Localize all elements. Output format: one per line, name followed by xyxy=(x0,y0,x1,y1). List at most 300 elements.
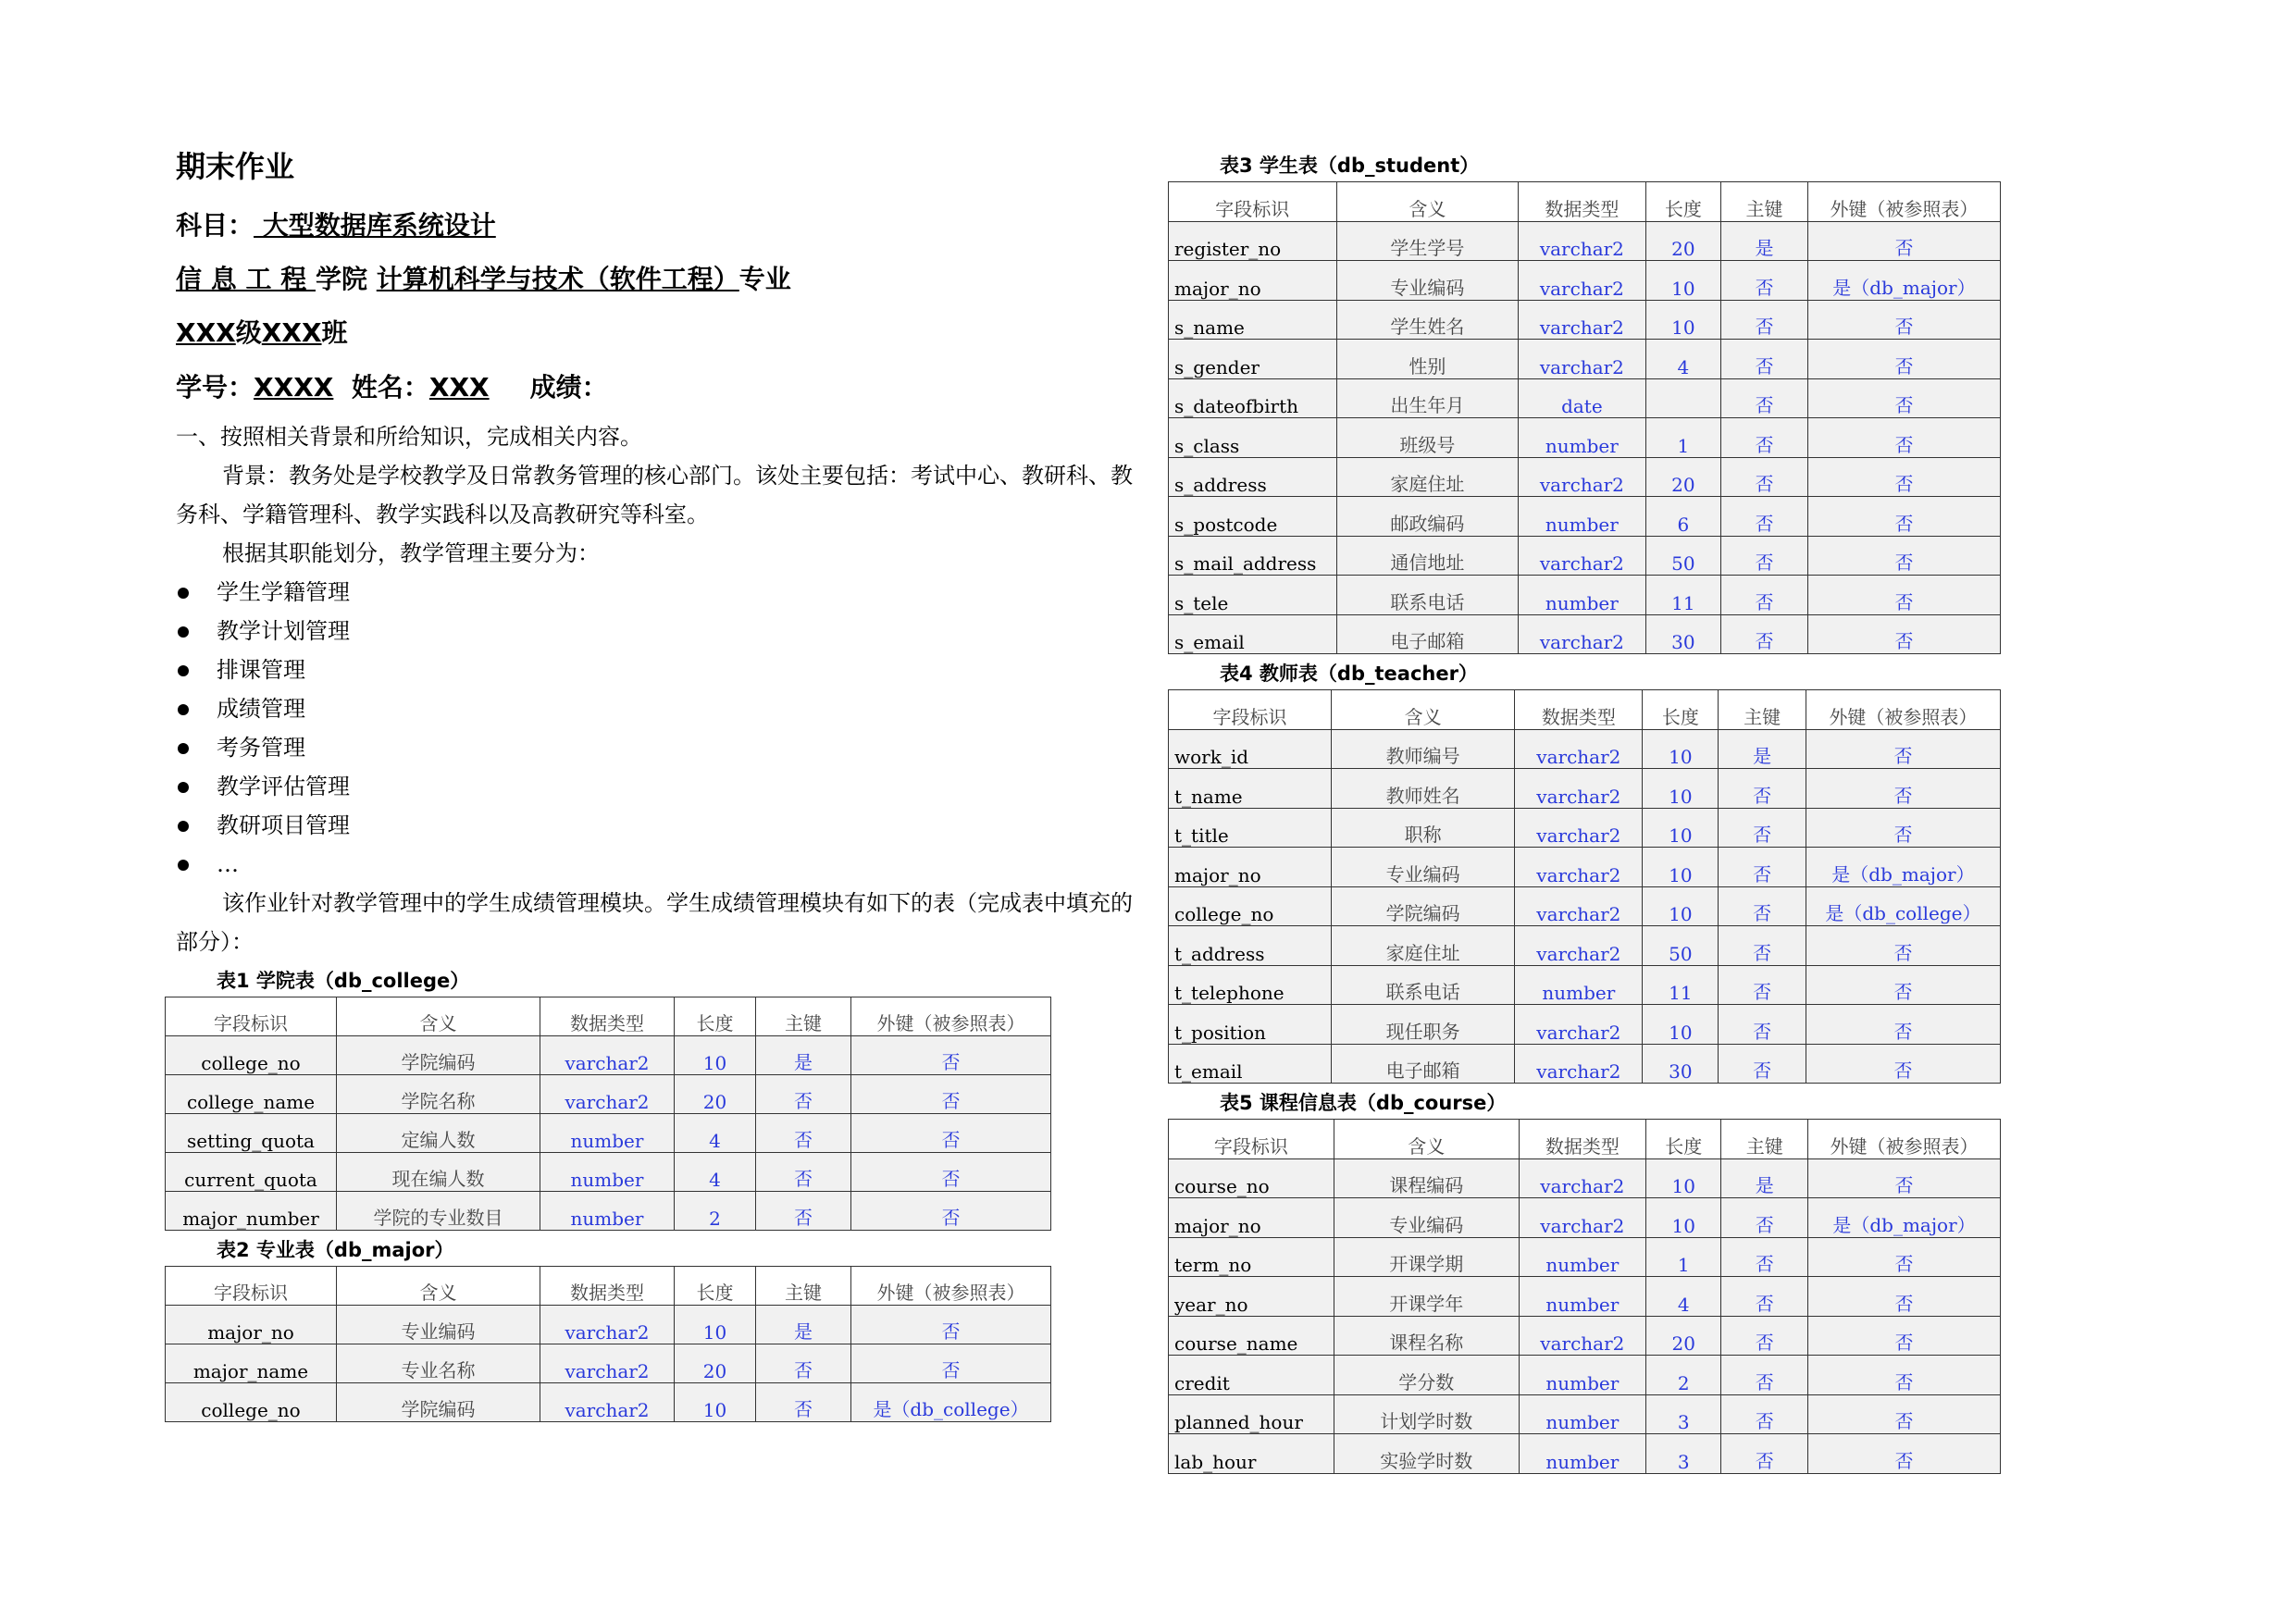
cell-meaning: 联系电话 xyxy=(1331,965,1514,1005)
cell-primary-key: 否 xyxy=(1721,261,1808,301)
cell-meaning: 实验学时数 xyxy=(1334,1434,1519,1474)
teacher-table xyxy=(1168,689,2001,1084)
function-list-label: … xyxy=(217,851,239,878)
cell-field-id: college_name xyxy=(166,1075,337,1114)
cell-length: 20 xyxy=(1645,457,1721,497)
cell-length: 20 xyxy=(1646,1316,1721,1356)
table-row xyxy=(1169,886,2001,926)
division-paragraph: 根据其职能划分，教学管理主要分为： xyxy=(222,540,600,567)
cell-data-type: varchar2 xyxy=(1519,221,1645,261)
cell-primary-key: 否 xyxy=(756,1153,851,1192)
column-header-foreign-key: 外键（被参照表） xyxy=(1806,690,2000,730)
cell-data-type: varchar2 xyxy=(1519,1158,1645,1198)
table-caption: 表1 学院表（db_college） xyxy=(217,970,470,993)
cell-primary-key: 否 xyxy=(1719,848,1806,887)
cell-length: 6 xyxy=(1645,497,1721,537)
cell-foreign-key: 是（db_major） xyxy=(1806,848,2000,887)
cell-foreign-key: 否 xyxy=(851,1036,1051,1075)
cell-primary-key: 否 xyxy=(756,1075,851,1114)
cell-data-type: varchar2 xyxy=(1519,536,1645,576)
cell-length: 10 xyxy=(1646,1158,1721,1198)
cell-field-id: s_dateofbirth xyxy=(1169,378,1337,418)
table-row xyxy=(1169,1044,2001,1084)
cell-length: 11 xyxy=(1643,965,1719,1005)
cell-length: 10 xyxy=(1643,808,1719,848)
table-row xyxy=(1169,1394,2001,1434)
cell-data-type: number xyxy=(1519,1277,1645,1317)
cell-primary-key: 否 xyxy=(1721,340,1808,379)
cell-field-id: year_no xyxy=(1169,1277,1334,1317)
cell-foreign-key: 否 xyxy=(1806,1005,2000,1045)
function-list-label: 教学计划管理 xyxy=(217,618,350,645)
course-table xyxy=(1168,1119,2001,1474)
cell-length: 50 xyxy=(1645,536,1721,576)
cell-data-type: varchar2 xyxy=(1515,769,1643,809)
bullet-icon xyxy=(178,665,189,676)
cell-length: 1 xyxy=(1646,1237,1721,1277)
cell-field-id: t_position xyxy=(1169,1005,1332,1045)
column-header-data-type: 数据类型 xyxy=(540,1267,675,1306)
function-list-label: 学生学籍管理 xyxy=(217,579,350,606)
major-table xyxy=(165,1266,1051,1422)
cell-data-type: varchar2 xyxy=(1519,300,1645,340)
cell-field-id: work_id xyxy=(1169,729,1332,769)
column-header-primary-key: 主键 xyxy=(756,1267,851,1306)
cell-meaning: 学院编码 xyxy=(1331,886,1514,926)
cell-field-id: t_address xyxy=(1169,926,1332,966)
cell-foreign-key: 否 xyxy=(1807,614,2000,654)
cell-foreign-key: 否 xyxy=(1808,1277,2001,1317)
cell-data-type: number xyxy=(1519,1356,1645,1395)
table-row xyxy=(1169,848,2001,887)
cell-field-id: course_name xyxy=(1169,1316,1334,1356)
cell-data-type: varchar2 xyxy=(540,1344,675,1383)
cell-primary-key: 否 xyxy=(1719,926,1806,966)
column-header-length: 长度 xyxy=(675,1267,756,1306)
cell-field-id: college_no xyxy=(166,1036,337,1075)
table-row xyxy=(1169,729,2001,769)
cell-data-type: varchar2 xyxy=(540,1383,675,1422)
table-row xyxy=(1169,457,2001,497)
cell-length: 3 xyxy=(1646,1434,1721,1474)
cell-foreign-key: 是（db_major） xyxy=(1808,1198,2001,1238)
cell-primary-key: 否 xyxy=(1721,1277,1808,1317)
cell-data-type: varchar2 xyxy=(1519,340,1645,379)
function-list-item xyxy=(176,728,1148,767)
table-row xyxy=(1169,769,2001,809)
cell-data-type: number xyxy=(1519,576,1645,615)
cell-data-type: varchar2 xyxy=(1519,457,1645,497)
question-one: 一、按照相关背景和所给知识，完成相关内容。 xyxy=(176,424,642,451)
cell-meaning: 学院编码 xyxy=(337,1036,540,1075)
cell-meaning: 班级号 xyxy=(1336,418,1519,458)
bullet-icon xyxy=(178,704,189,715)
cell-foreign-key: 是（db_college） xyxy=(851,1383,1051,1422)
cell-primary-key: 否 xyxy=(1721,1316,1808,1356)
cell-field-id: major_name xyxy=(166,1344,337,1383)
cell-field-id: major_no xyxy=(166,1306,337,1344)
major-label: 专业 xyxy=(738,263,791,294)
table-row xyxy=(1169,926,2001,966)
column-header-length: 长度 xyxy=(1645,182,1721,222)
table-row xyxy=(1169,1158,2001,1198)
grade-value: XXX xyxy=(176,317,236,349)
cell-meaning: 邮政编码 xyxy=(1336,497,1519,537)
cell-foreign-key: 否 xyxy=(1808,1158,2001,1198)
cell-data-type: number xyxy=(1515,965,1643,1005)
cell-primary-key: 否 xyxy=(756,1344,851,1383)
cell-meaning: 性别 xyxy=(1336,340,1519,379)
cell-meaning: 计划学时数 xyxy=(1334,1394,1519,1434)
cell-field-id: major_no xyxy=(1169,261,1337,301)
cell-foreign-key: 否 xyxy=(1807,457,2000,497)
cell-field-id: s_postcode xyxy=(1169,497,1337,537)
major-value: 计算机科学与技术（软件工程） xyxy=(376,263,739,294)
column-header-foreign-key: 外键（被参照表） xyxy=(851,997,1051,1036)
cell-field-id: s_class xyxy=(1169,418,1337,458)
column-header-foreign-key: 外键（被参照表） xyxy=(851,1267,1051,1306)
cell-primary-key: 否 xyxy=(1719,1044,1806,1084)
subject-label: 科目： xyxy=(176,209,254,241)
cell-meaning: 电子邮箱 xyxy=(1336,614,1519,654)
table-row xyxy=(166,1344,1051,1383)
cell-primary-key: 否 xyxy=(1721,576,1808,615)
cell-foreign-key: 否 xyxy=(851,1153,1051,1192)
column-header-meaning: 含义 xyxy=(337,1267,540,1306)
cell-length: 3 xyxy=(1646,1394,1721,1434)
class-value: XXX xyxy=(261,317,322,349)
cell-foreign-key: 否 xyxy=(1807,536,2000,576)
cell-data-type: varchar2 xyxy=(1515,1044,1643,1084)
table-row xyxy=(1169,1434,2001,1474)
cell-meaning: 通信地址 xyxy=(1336,536,1519,576)
table-header-row xyxy=(166,997,1051,1036)
cell-field-id: t_title xyxy=(1169,808,1332,848)
table-row xyxy=(1169,576,2001,615)
cell-primary-key: 否 xyxy=(756,1383,851,1422)
table-row xyxy=(1169,1005,2001,1045)
cell-field-id: s_name xyxy=(1169,300,1337,340)
cell-meaning: 职称 xyxy=(1331,808,1514,848)
cell-field-id: s_mail_address xyxy=(1169,536,1337,576)
cell-meaning: 开课学期 xyxy=(1334,1237,1519,1277)
assignment-paragraph: 该作业针对教学管理中的学生成绩管理模块。学生成绩管理模块有如下的表（完成表中填充的部分）： xyxy=(176,890,1133,956)
class-line xyxy=(176,316,1148,350)
left-column xyxy=(176,148,1148,1422)
cell-meaning: 现在编人数 xyxy=(337,1153,540,1192)
table-row xyxy=(1169,340,2001,379)
table-caption: 表5 课程信息表（db_course） xyxy=(1220,1092,1507,1114)
cell-field-id: college_no xyxy=(1169,886,1332,926)
cell-foreign-key: 否 xyxy=(1807,497,2000,537)
table-row xyxy=(1169,1198,2001,1238)
table-header-row xyxy=(166,1267,1051,1306)
cell-primary-key: 否 xyxy=(1721,418,1808,458)
cell-foreign-key: 否 xyxy=(1807,576,2000,615)
grade-label: 级 xyxy=(235,317,262,349)
page-title: 期末作业 xyxy=(176,149,295,184)
table-row xyxy=(1169,418,2001,458)
background-paragraph: 背景：教务处是学校教学及日常教务管理的核心部门。该处主要包括：考试中心、教研科、教务科、学籍管理科、教学实践科以及高教研究等科室。 xyxy=(176,463,1133,528)
cell-length: 20 xyxy=(1645,221,1721,261)
cell-meaning: 电子邮箱 xyxy=(1331,1044,1514,1084)
table-row xyxy=(1169,536,2001,576)
column-header-length: 长度 xyxy=(1646,1120,1721,1159)
cell-length: 4 xyxy=(1646,1277,1721,1317)
cell-length: 10 xyxy=(1643,886,1719,926)
cell-foreign-key: 否 xyxy=(851,1075,1051,1114)
cell-meaning: 专业编码 xyxy=(337,1306,540,1344)
table-header-row xyxy=(1169,1120,2001,1159)
cell-foreign-key: 是（db_major） xyxy=(1807,261,2000,301)
table-row xyxy=(1169,1356,2001,1395)
cell-foreign-key: 否 xyxy=(1807,378,2000,418)
cell-field-id: college_no xyxy=(166,1383,337,1422)
cell-meaning: 学生学号 xyxy=(1336,221,1519,261)
cell-length: 10 xyxy=(1645,261,1721,301)
cell-foreign-key: 是（db_college） xyxy=(1806,886,2000,926)
cell-foreign-key: 否 xyxy=(1808,1356,2001,1395)
cell-primary-key: 否 xyxy=(1721,1356,1808,1395)
cell-data-type: varchar2 xyxy=(1519,1198,1645,1238)
cell-foreign-key: 否 xyxy=(1806,1044,2000,1084)
cell-data-type: varchar2 xyxy=(1519,261,1645,301)
cell-field-id: s_tele xyxy=(1169,576,1337,615)
cell-field-id: register_no xyxy=(1169,221,1337,261)
cell-primary-key: 否 xyxy=(1721,457,1808,497)
table-row xyxy=(1169,1316,2001,1356)
column-header-foreign-key: 外键（被参照表） xyxy=(1807,182,2000,222)
cell-meaning: 出生年月 xyxy=(1336,378,1519,418)
cell-meaning: 现任职务 xyxy=(1331,1005,1514,1045)
cell-data-type: number xyxy=(540,1153,675,1192)
cell-data-type: varchar2 xyxy=(540,1036,675,1075)
bullet-icon xyxy=(178,821,189,832)
cell-data-type: varchar2 xyxy=(1519,1316,1645,1356)
cell-primary-key: 否 xyxy=(1721,1394,1808,1434)
function-list-item xyxy=(176,806,1148,845)
function-list-item xyxy=(176,573,1148,612)
cell-meaning: 学分数 xyxy=(1334,1356,1519,1395)
function-list-item xyxy=(176,767,1148,806)
cell-primary-key: 否 xyxy=(1719,886,1806,926)
cell-length: 30 xyxy=(1643,1044,1719,1084)
function-list-item xyxy=(176,612,1148,650)
cell-primary-key: 否 xyxy=(1721,536,1808,576)
cell-meaning: 专业编码 xyxy=(1331,848,1514,887)
cell-data-type: varchar2 xyxy=(1515,848,1643,887)
id-value: XXXX xyxy=(254,371,334,403)
table-row xyxy=(1169,221,2001,261)
cell-data-type: number xyxy=(1519,1434,1645,1474)
cell-primary-key: 否 xyxy=(1719,808,1806,848)
cell-meaning: 家庭住址 xyxy=(1331,926,1514,966)
cell-field-id: credit xyxy=(1169,1356,1334,1395)
cell-field-id: t_name xyxy=(1169,769,1332,809)
cell-primary-key: 是 xyxy=(1721,221,1808,261)
function-list-label: 教学评估管理 xyxy=(217,774,350,800)
cell-field-id: s_gender xyxy=(1169,340,1337,379)
cell-length: 10 xyxy=(675,1036,756,1075)
table-row xyxy=(166,1153,1051,1192)
function-list-item xyxy=(176,650,1148,689)
function-list xyxy=(176,573,1148,884)
cell-foreign-key: 否 xyxy=(1808,1237,2001,1277)
college-label: 学院 xyxy=(316,263,377,294)
table-row xyxy=(166,1036,1051,1075)
cell-primary-key: 否 xyxy=(1719,965,1806,1005)
cell-field-id: s_address xyxy=(1169,457,1337,497)
cell-meaning: 学院编码 xyxy=(337,1383,540,1422)
table-row xyxy=(166,1114,1051,1153)
cell-meaning: 专业编码 xyxy=(1336,261,1519,301)
table-row xyxy=(1169,261,2001,301)
cell-meaning: 教师编号 xyxy=(1331,729,1514,769)
bullet-icon xyxy=(178,743,189,754)
student-info-line xyxy=(176,371,1148,404)
table-row xyxy=(166,1192,1051,1231)
cell-primary-key: 是 xyxy=(1721,1158,1808,1198)
table-header-row xyxy=(1169,690,2001,730)
name-value: XXX xyxy=(428,371,490,403)
cell-meaning: 家庭住址 xyxy=(1336,457,1519,497)
cell-data-type: number xyxy=(540,1114,675,1153)
cell-field-id: planned_hour xyxy=(1169,1394,1334,1434)
table-caption: 表2 专业表（db_major） xyxy=(217,1239,454,1262)
cell-field-id: major_number xyxy=(166,1192,337,1231)
cell-data-type: date xyxy=(1519,378,1645,418)
column-header-field-id: 字段标识 xyxy=(1169,182,1337,222)
table-row xyxy=(1169,1237,2001,1277)
cell-data-type: varchar2 xyxy=(1515,729,1643,769)
cell-meaning: 学院的专业数目 xyxy=(337,1192,540,1231)
cell-field-id: setting_quota xyxy=(166,1114,337,1153)
cell-data-type: varchar2 xyxy=(1515,808,1643,848)
column-header-data-type: 数据类型 xyxy=(1519,182,1645,222)
cell-data-type: number xyxy=(540,1192,675,1231)
cell-data-type: number xyxy=(1519,1237,1645,1277)
column-header-meaning: 含义 xyxy=(1336,182,1519,222)
bullet-icon xyxy=(178,588,189,599)
cell-data-type: number xyxy=(1519,1394,1645,1434)
function-list-label: 排课管理 xyxy=(217,657,305,684)
table-row xyxy=(1169,965,2001,1005)
cell-primary-key: 否 xyxy=(1719,769,1806,809)
cell-primary-key: 否 xyxy=(1721,1198,1808,1238)
cell-field-id: s_email xyxy=(1169,614,1337,654)
right-column xyxy=(1168,146,2001,1474)
function-list-label: 教研项目管理 xyxy=(217,812,350,839)
cell-primary-key: 否 xyxy=(1721,378,1808,418)
cell-foreign-key: 否 xyxy=(1807,418,2000,458)
column-header-data-type: 数据类型 xyxy=(1515,690,1643,730)
table-caption: 表3 学生表（db_student） xyxy=(1220,155,1480,177)
subject-value: 大型数据库系统设计 xyxy=(254,209,496,241)
cell-length: 10 xyxy=(1646,1198,1721,1238)
cell-field-id: term_no xyxy=(1169,1237,1334,1277)
cell-foreign-key: 否 xyxy=(1806,729,2000,769)
column-header-foreign-key: 外键（被参照表） xyxy=(1808,1120,2001,1159)
column-header-primary-key: 主键 xyxy=(1721,182,1808,222)
function-list-label: 考务管理 xyxy=(217,735,305,762)
cell-length: 10 xyxy=(1643,1005,1719,1045)
cell-foreign-key: 否 xyxy=(1806,808,2000,848)
student-table xyxy=(1168,181,2001,654)
cell-data-type: number xyxy=(1519,418,1645,458)
cell-foreign-key: 否 xyxy=(1808,1316,2001,1356)
cell-field-id: current_quota xyxy=(166,1153,337,1192)
cell-length: 1 xyxy=(1645,418,1721,458)
table-row xyxy=(1169,808,2001,848)
cell-foreign-key: 否 xyxy=(1807,340,2000,379)
cell-primary-key: 否 xyxy=(1721,614,1808,654)
cell-field-id: course_no xyxy=(1169,1158,1334,1198)
cell-primary-key: 否 xyxy=(756,1114,851,1153)
cell-length: 50 xyxy=(1643,926,1719,966)
cell-data-type: varchar2 xyxy=(1515,1005,1643,1045)
cell-field-id: lab_hour xyxy=(1169,1434,1334,1474)
score-label: 成绩： xyxy=(529,371,608,403)
cell-foreign-key: 否 xyxy=(1807,221,2000,261)
cell-meaning: 课程名称 xyxy=(1334,1316,1519,1356)
column-header-primary-key: 主键 xyxy=(1721,1120,1808,1159)
table-row xyxy=(1169,1277,2001,1317)
function-list-item xyxy=(176,845,1148,884)
cell-meaning: 学生姓名 xyxy=(1336,300,1519,340)
column-header-meaning: 含义 xyxy=(337,997,540,1036)
subject-line xyxy=(176,209,1148,242)
function-list-item xyxy=(176,689,1148,728)
cell-field-id: t_telephone xyxy=(1169,965,1332,1005)
table-row xyxy=(1169,497,2001,537)
bullet-icon xyxy=(178,782,189,793)
table-row xyxy=(166,1306,1051,1344)
name-label: 姓名： xyxy=(333,371,429,403)
cell-data-type: varchar2 xyxy=(1515,926,1643,966)
table-caption: 表4 教师表（db_teacher） xyxy=(1220,663,1478,685)
class-label: 班 xyxy=(321,317,348,349)
cell-length: 10 xyxy=(675,1383,756,1422)
column-header-meaning: 含义 xyxy=(1331,690,1514,730)
college-major-line xyxy=(176,263,1148,296)
cell-length: 4 xyxy=(675,1114,756,1153)
cell-length: 4 xyxy=(1645,340,1721,379)
column-header-field-id: 字段标识 xyxy=(1169,690,1332,730)
cell-foreign-key: 否 xyxy=(1808,1434,2001,1474)
cell-meaning: 开课学年 xyxy=(1334,1277,1519,1317)
cell-length: 10 xyxy=(675,1306,756,1344)
cell-meaning: 课程编码 xyxy=(1334,1158,1519,1198)
cell-length: 2 xyxy=(1646,1356,1721,1395)
bullet-icon xyxy=(178,626,189,638)
cell-length: 10 xyxy=(1643,848,1719,887)
column-header-primary-key: 主键 xyxy=(1719,690,1806,730)
table-row xyxy=(1169,614,2001,654)
cell-data-type: varchar2 xyxy=(540,1075,675,1114)
cell-length: 10 xyxy=(1645,300,1721,340)
cell-foreign-key: 否 xyxy=(851,1344,1051,1383)
cell-foreign-key: 否 xyxy=(1807,300,2000,340)
column-header-field-id: 字段标识 xyxy=(166,1267,337,1306)
cell-meaning: 专业编码 xyxy=(1334,1198,1519,1238)
cell-primary-key: 否 xyxy=(1721,300,1808,340)
cell-field-id: major_no xyxy=(1169,1198,1334,1238)
cell-foreign-key: 否 xyxy=(851,1114,1051,1153)
cell-foreign-key: 否 xyxy=(1806,926,2000,966)
cell-field-id: major_no xyxy=(1169,848,1332,887)
column-header-length: 长度 xyxy=(1643,690,1719,730)
table-row xyxy=(166,1383,1051,1422)
